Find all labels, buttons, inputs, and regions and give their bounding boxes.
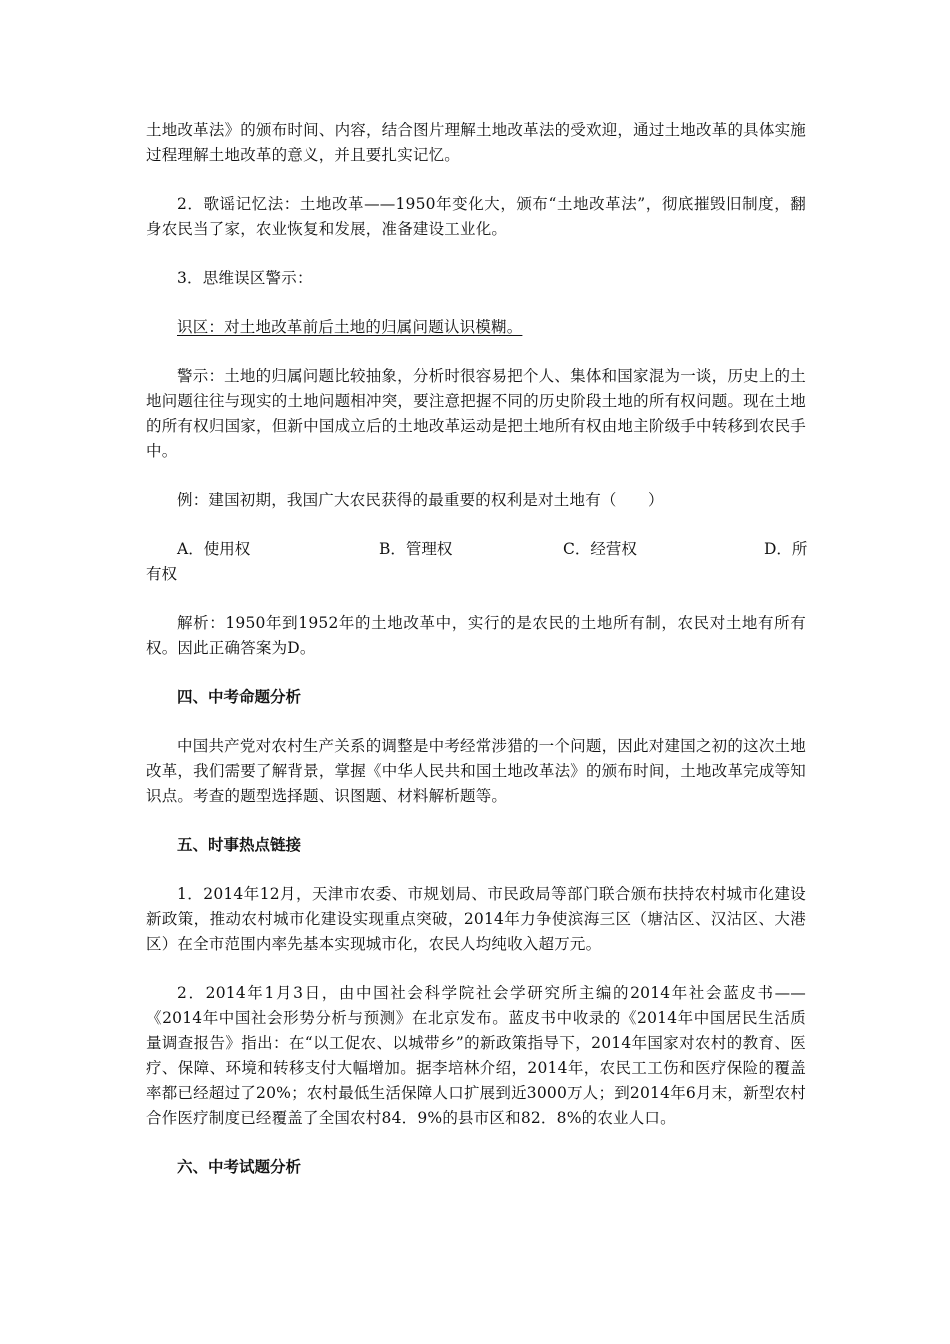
section-heading-exam-analysis: 四、中考命题分析 bbox=[177, 688, 302, 706]
paragraph-warning: 警示：土地的归属问题比较抽象，分析时很容易把个人、集体和国家混为一谈，历史上的土地问题往往与现实的土地问题相冲突，要注意把握不同的历史阶段土地的所有权问题。现在土地的所有权归国家，但新中国成立后的土地改革运动是把土地所有权由地主阶级手中转移到农民手中。 bbox=[146, 367, 806, 460]
section-heading-current-events: 五、时事热点链接 bbox=[177, 836, 302, 854]
paragraph-example-question: 例：建国初期，我国广大农民获得的最重要的权利是对土地有（ ） bbox=[177, 491, 664, 509]
paragraph-exam-analysis: 中国共产党对农村生产关系的调整是中考经常涉猎的一个问题，因此对建国之初的这次土地改革，我们需要了解背景，掌握《中华人民共和国土地改革法》的颁布时间，土地改革完成等知识点。考查的题型选择题、识图题、材料解析题等。 bbox=[146, 737, 806, 805]
answer-options bbox=[146, 537, 806, 587]
paragraph-misconception-title: 3．思维误区警示： bbox=[177, 269, 313, 287]
paragraph-misconception-area bbox=[146, 315, 806, 340]
option-d-continuation: 有权 bbox=[146, 565, 178, 583]
paragraph-current-event-2: 2．2014年1月3日，由中国社会科学院社会学研究所主编的2014年社会蓝皮书——《2014年中国社会形势分析与预测》在北京发布。蓝皮书中收录的《2014年中国居民生活质量调查报告》指出：在“以工促农、以城带乡”的新政策指导下，2014年国家对农村的教育、医疗、保障、环境和转移支付大幅增加。据李培林介绍，2014年，农民工工伤和医疗保险的覆盖率都已经超过了20%；农村最低生活保障人口扩展到近3000万人；到2014年6月末，新型农村合作医疗制度已经覆盖了全国农村84．9%的县市区和82．8%的农业人口。 bbox=[146, 984, 806, 1127]
paragraph-analysis: 解析：1950年到1952年的土地改革中，实行的是农民的土地所有制，农民对土地有所有权。因此正确答案为D。 bbox=[146, 614, 806, 657]
paragraph-method-continuation: 土地改革法》的颁布时间、内容，结合图片理解土地改革法的受欢迎，通过土地改革的具体实施过程理解土地改革的意义，并且要扎实记忆。 bbox=[146, 121, 806, 164]
paragraph-song-memory: 2．歌谣记忆法：土地改革——1950年变化大，颁布“土地改革法”，彻底摧毁旧制度，翻身农民当了家，农业恢复和发展，准备建设工业化。 bbox=[146, 195, 806, 238]
option-a: A．使用权 bbox=[177, 540, 251, 558]
option-d: D．所 bbox=[764, 540, 808, 558]
paragraph-current-event-1: 1．2014年12月，天津市农委、市规划局、市民政局等部门联合颁布扶持农村城市化建设新政策，推动农村城市化建设实现重点突破，2014年力争使滨海三区（塘沽区、汉沽区、大港区）在全市范围内率先基本实现城市化，农民人均纯收入超万元。 bbox=[146, 885, 806, 953]
document-body bbox=[146, 118, 806, 1204]
option-c: C．经营权 bbox=[563, 540, 637, 558]
misconception-area-text: 识区：对土地改革前后土地的归属问题认识模糊。 bbox=[177, 318, 523, 336]
section-heading-exam-questions: 六、中考试题分析 bbox=[177, 1158, 302, 1176]
option-b: B．管理权 bbox=[379, 540, 453, 558]
